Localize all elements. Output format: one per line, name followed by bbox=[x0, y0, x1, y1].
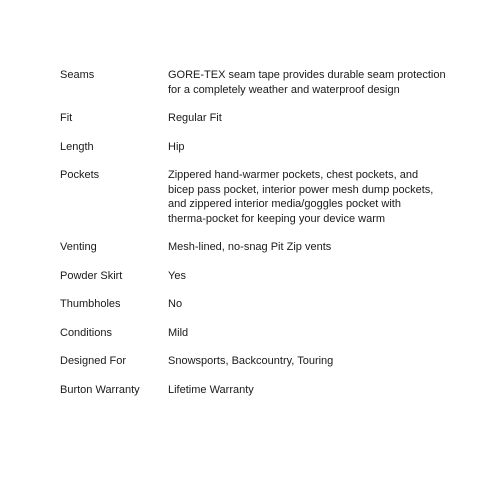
spec-label: Venting bbox=[60, 241, 97, 253]
spec-value-line: Regular Fit bbox=[168, 112, 222, 124]
spec-row-seams bbox=[60, 68, 460, 97]
spec-row-pockets bbox=[60, 168, 460, 226]
spec-row-fit bbox=[60, 111, 460, 126]
spec-value-line: for a completely weather and waterproof design bbox=[168, 83, 400, 96]
spec-value bbox=[168, 140, 453, 155]
spec-value-line: therma-pocket for keeping your device warm bbox=[168, 212, 386, 225]
spec-row-thumbholes bbox=[60, 297, 460, 312]
spec-label: Pockets bbox=[60, 169, 100, 181]
spec-label: Length bbox=[60, 140, 94, 153]
spec-label: Designed For bbox=[60, 355, 127, 367]
spec-value bbox=[168, 297, 453, 312]
spec-value-line: Hip bbox=[168, 140, 185, 153]
spec-table bbox=[60, 68, 460, 411]
spec-value bbox=[168, 68, 453, 97]
spec-label: Conditions bbox=[60, 326, 112, 339]
spec-label: Fit bbox=[60, 112, 73, 124]
spec-value-line: GORE-TEX seam tape provides durable seam protection bbox=[168, 69, 446, 81]
spec-value bbox=[168, 354, 453, 369]
spec-value bbox=[168, 240, 453, 255]
spec-value-line: and zippered interior media/goggles pocket with bbox=[168, 198, 401, 210]
spec-value-line: Mild bbox=[168, 326, 189, 339]
spec-value bbox=[168, 383, 453, 398]
spec-row-length bbox=[60, 140, 460, 155]
spec-label: Burton Warranty bbox=[60, 383, 140, 396]
spec-row-designed-for bbox=[60, 354, 460, 369]
spec-value-line: bicep pass pocket, interior power mesh dump pockets, bbox=[168, 183, 434, 196]
spec-label: Powder Skirt bbox=[60, 269, 123, 282]
spec-value-line: No bbox=[168, 298, 183, 310]
spec-value bbox=[168, 111, 453, 126]
spec-row-venting bbox=[60, 240, 460, 255]
spec-row-powder-skirt bbox=[60, 269, 460, 284]
spec-value-line: Mesh-lined, no-snag Pit Zip vents bbox=[168, 241, 332, 253]
spec-value-line: Zippered hand-warmer pockets, chest pockets, and bbox=[168, 169, 419, 181]
spec-value bbox=[168, 326, 453, 341]
spec-value-line: Lifetime Warranty bbox=[168, 383, 254, 396]
spec-value bbox=[168, 269, 453, 284]
spec-value bbox=[168, 168, 453, 226]
spec-row-conditions bbox=[60, 326, 460, 341]
spec-label: Seams bbox=[60, 69, 95, 81]
spec-row-burton-warranty bbox=[60, 383, 460, 398]
spec-label: Thumbholes bbox=[60, 298, 121, 310]
spec-value-line: Snowsports, Backcountry, Touring bbox=[168, 355, 334, 367]
spec-value-line: Yes bbox=[168, 269, 186, 282]
